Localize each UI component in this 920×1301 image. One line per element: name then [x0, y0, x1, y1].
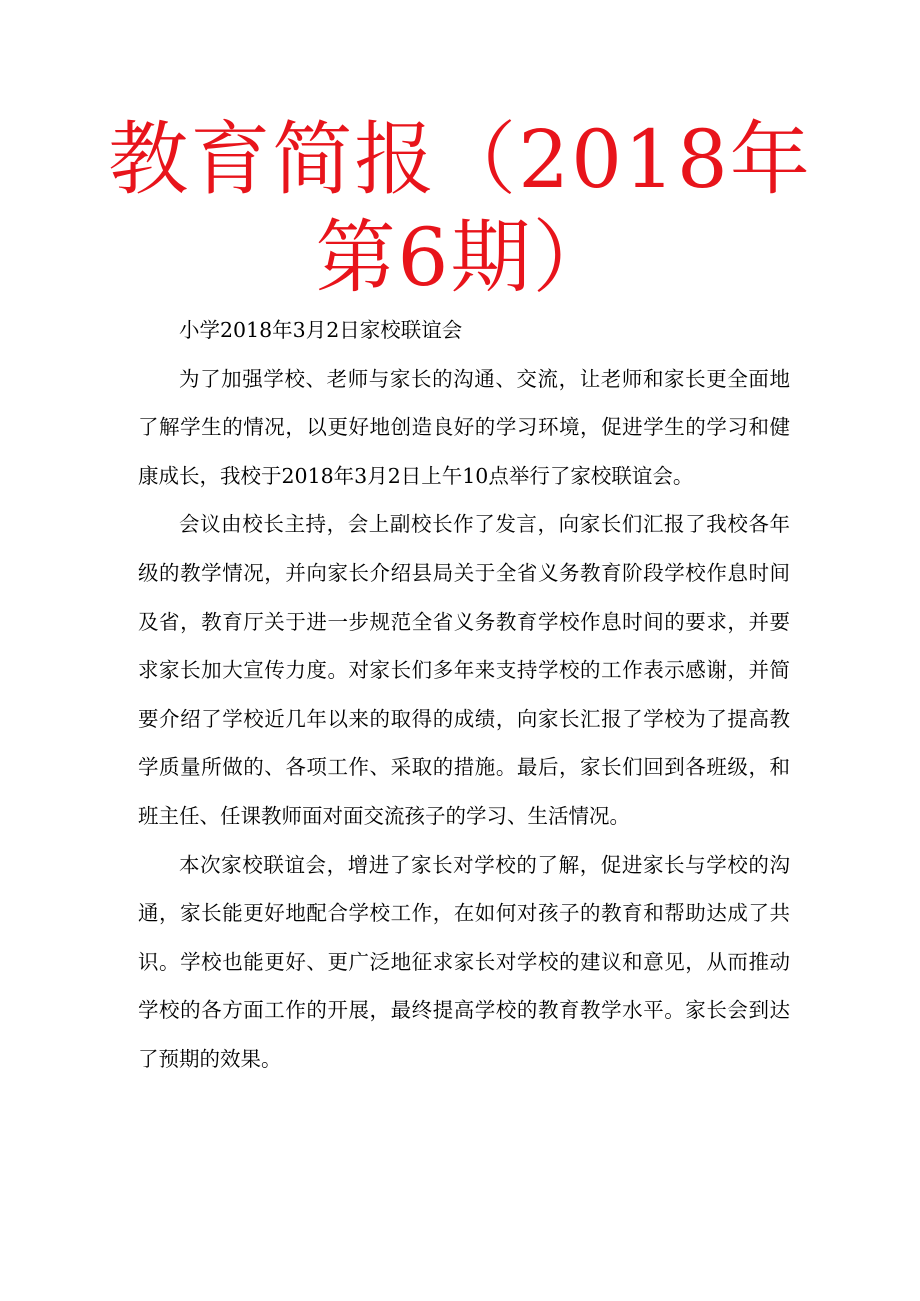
paragraph-summary: 本次家校联谊会，增进了家长对学校的了解，促进家长与学校的沟通，家长能更好地配合学校工作，在如何对孩子的教育和帮助达成了共识。学校也能更好、更广泛地征求家长对学校的建议和意见，从而推动学校的各方面工作的开展，最终提高学校的教育教学水平。家长会到达了预期的效果。	[138, 852, 790, 1071]
article-body	[138, 306, 790, 1084]
title-line-1: 教育简报（2018年	[108, 113, 812, 206]
event-subtitle: 小学2018年3月2日家校联谊会	[179, 318, 463, 342]
title-line-2: 第6期）	[315, 211, 615, 304]
paragraph-meeting: 会议由校长主持，会上副校长作了发言，向家长们汇报了我校各年级的教学情况，并向家长介绍县局关于全省义务教育阶段学校作息时间及省，教育厅关于进一步规范全省义务教育学校作息时间的要求，并要求家长加大宣传力度。对家长们多年来支持学校的工作表示感谢，并简要介绍了学校近几年以来的取得的成绩，向家长汇报了学校为了提高教学质量所做的、各项工作、采取的措施。最后，家长们回到各班级，和班主任、任课教师面对面交流孩子的学习、生活情况。	[138, 512, 790, 828]
paragraph-intro: 为了加强学校、老师与家长的沟通、交流，让老师和家长更全面地了解学生的情况，以更好地创造良好的学习环境，促进学生的学习和健康成长，我校于2018年3月2日上午10点举行了家校联谊会。	[138, 366, 790, 488]
